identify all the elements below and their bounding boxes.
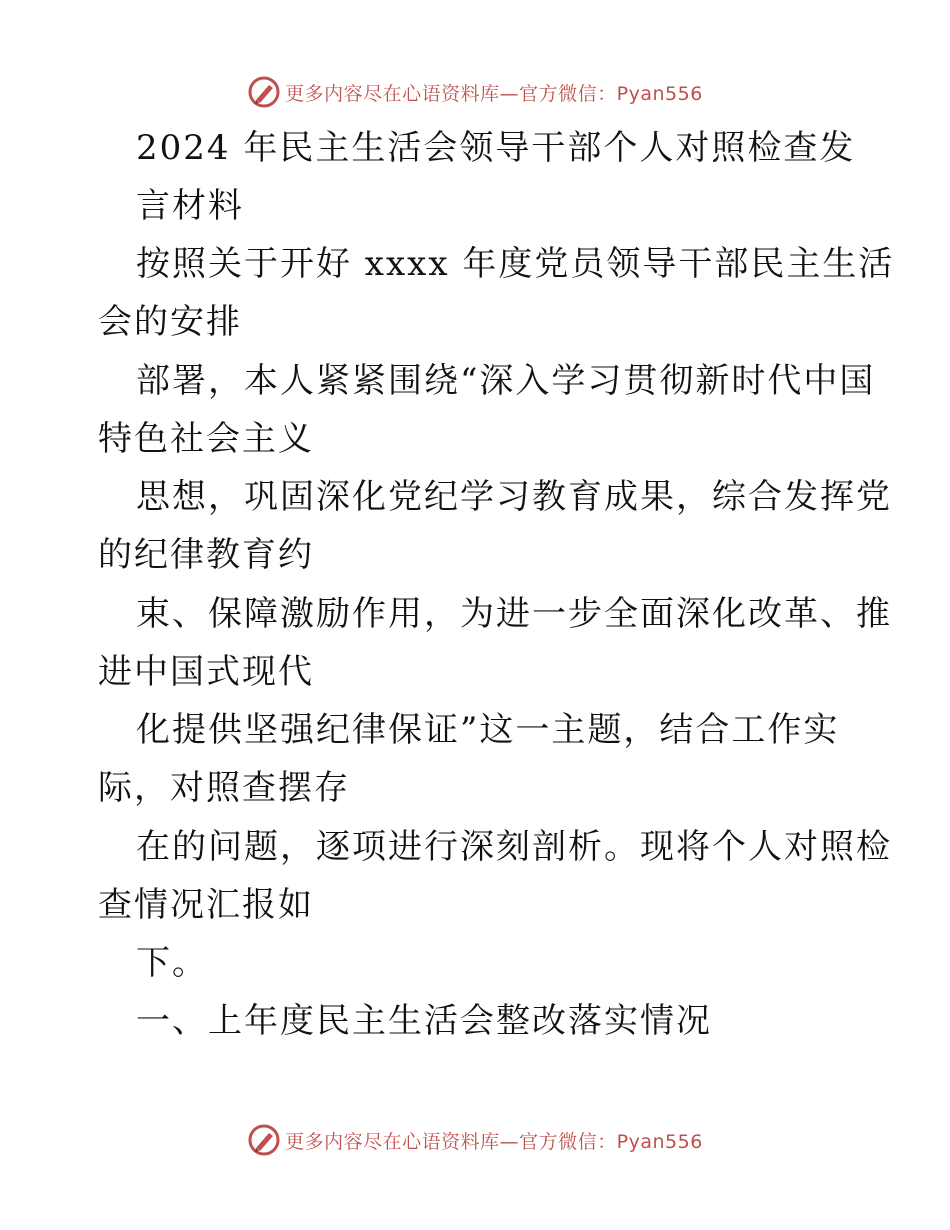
paragraph-line: 束、保障激励作用，为进一步全面深化改革、推 xyxy=(136,594,892,634)
title-line-1: 2024 年民主生活会领导干部个人对照检查发 xyxy=(136,128,856,168)
watermark-header xyxy=(0,72,950,112)
paragraph-line: 会的安排 xyxy=(98,302,242,342)
watermark-text: 更多内容尽在心语资料库—官方微信：Pyan556 xyxy=(285,1130,703,1153)
watermark-footer xyxy=(0,1120,950,1160)
paragraph-line: 在的问题，逐项进行深刻剖析。现将个人对照检 xyxy=(136,827,892,867)
title-line-2: 言材料 xyxy=(136,186,244,226)
paragraph-line: 际，对照查摆存 xyxy=(98,768,350,808)
paragraph-line: 的纪律教育约 xyxy=(98,535,314,575)
paragraph-line: 部署，本人紧紧围绕“深入学习贯彻新时代中国 xyxy=(136,361,876,401)
paragraph-line: 特色社会主义 xyxy=(98,419,314,459)
watermark-text: 更多内容尽在心语资料库—官方微信：Pyan556 xyxy=(285,82,703,105)
paragraph-line: 按照关于开好 xxxx 年度党员领导干部民主生活 xyxy=(136,244,895,284)
paragraph-line: 查情况汇报如 xyxy=(98,885,314,925)
pen-logo-icon xyxy=(247,1123,281,1157)
pen-logo-icon xyxy=(247,75,281,109)
paragraph-line: 化提供坚强纪律保证”这一主题，结合工作实 xyxy=(136,710,840,750)
paragraph-line: 进中国式现代 xyxy=(98,652,314,692)
paragraph-line: 思想，巩固深化党纪学习教育成果，综合发挥党 xyxy=(136,477,892,517)
section-heading: 一、上年度民主生活会整改落实情况 xyxy=(136,1001,712,1041)
paragraph-line: 下。 xyxy=(136,943,208,983)
